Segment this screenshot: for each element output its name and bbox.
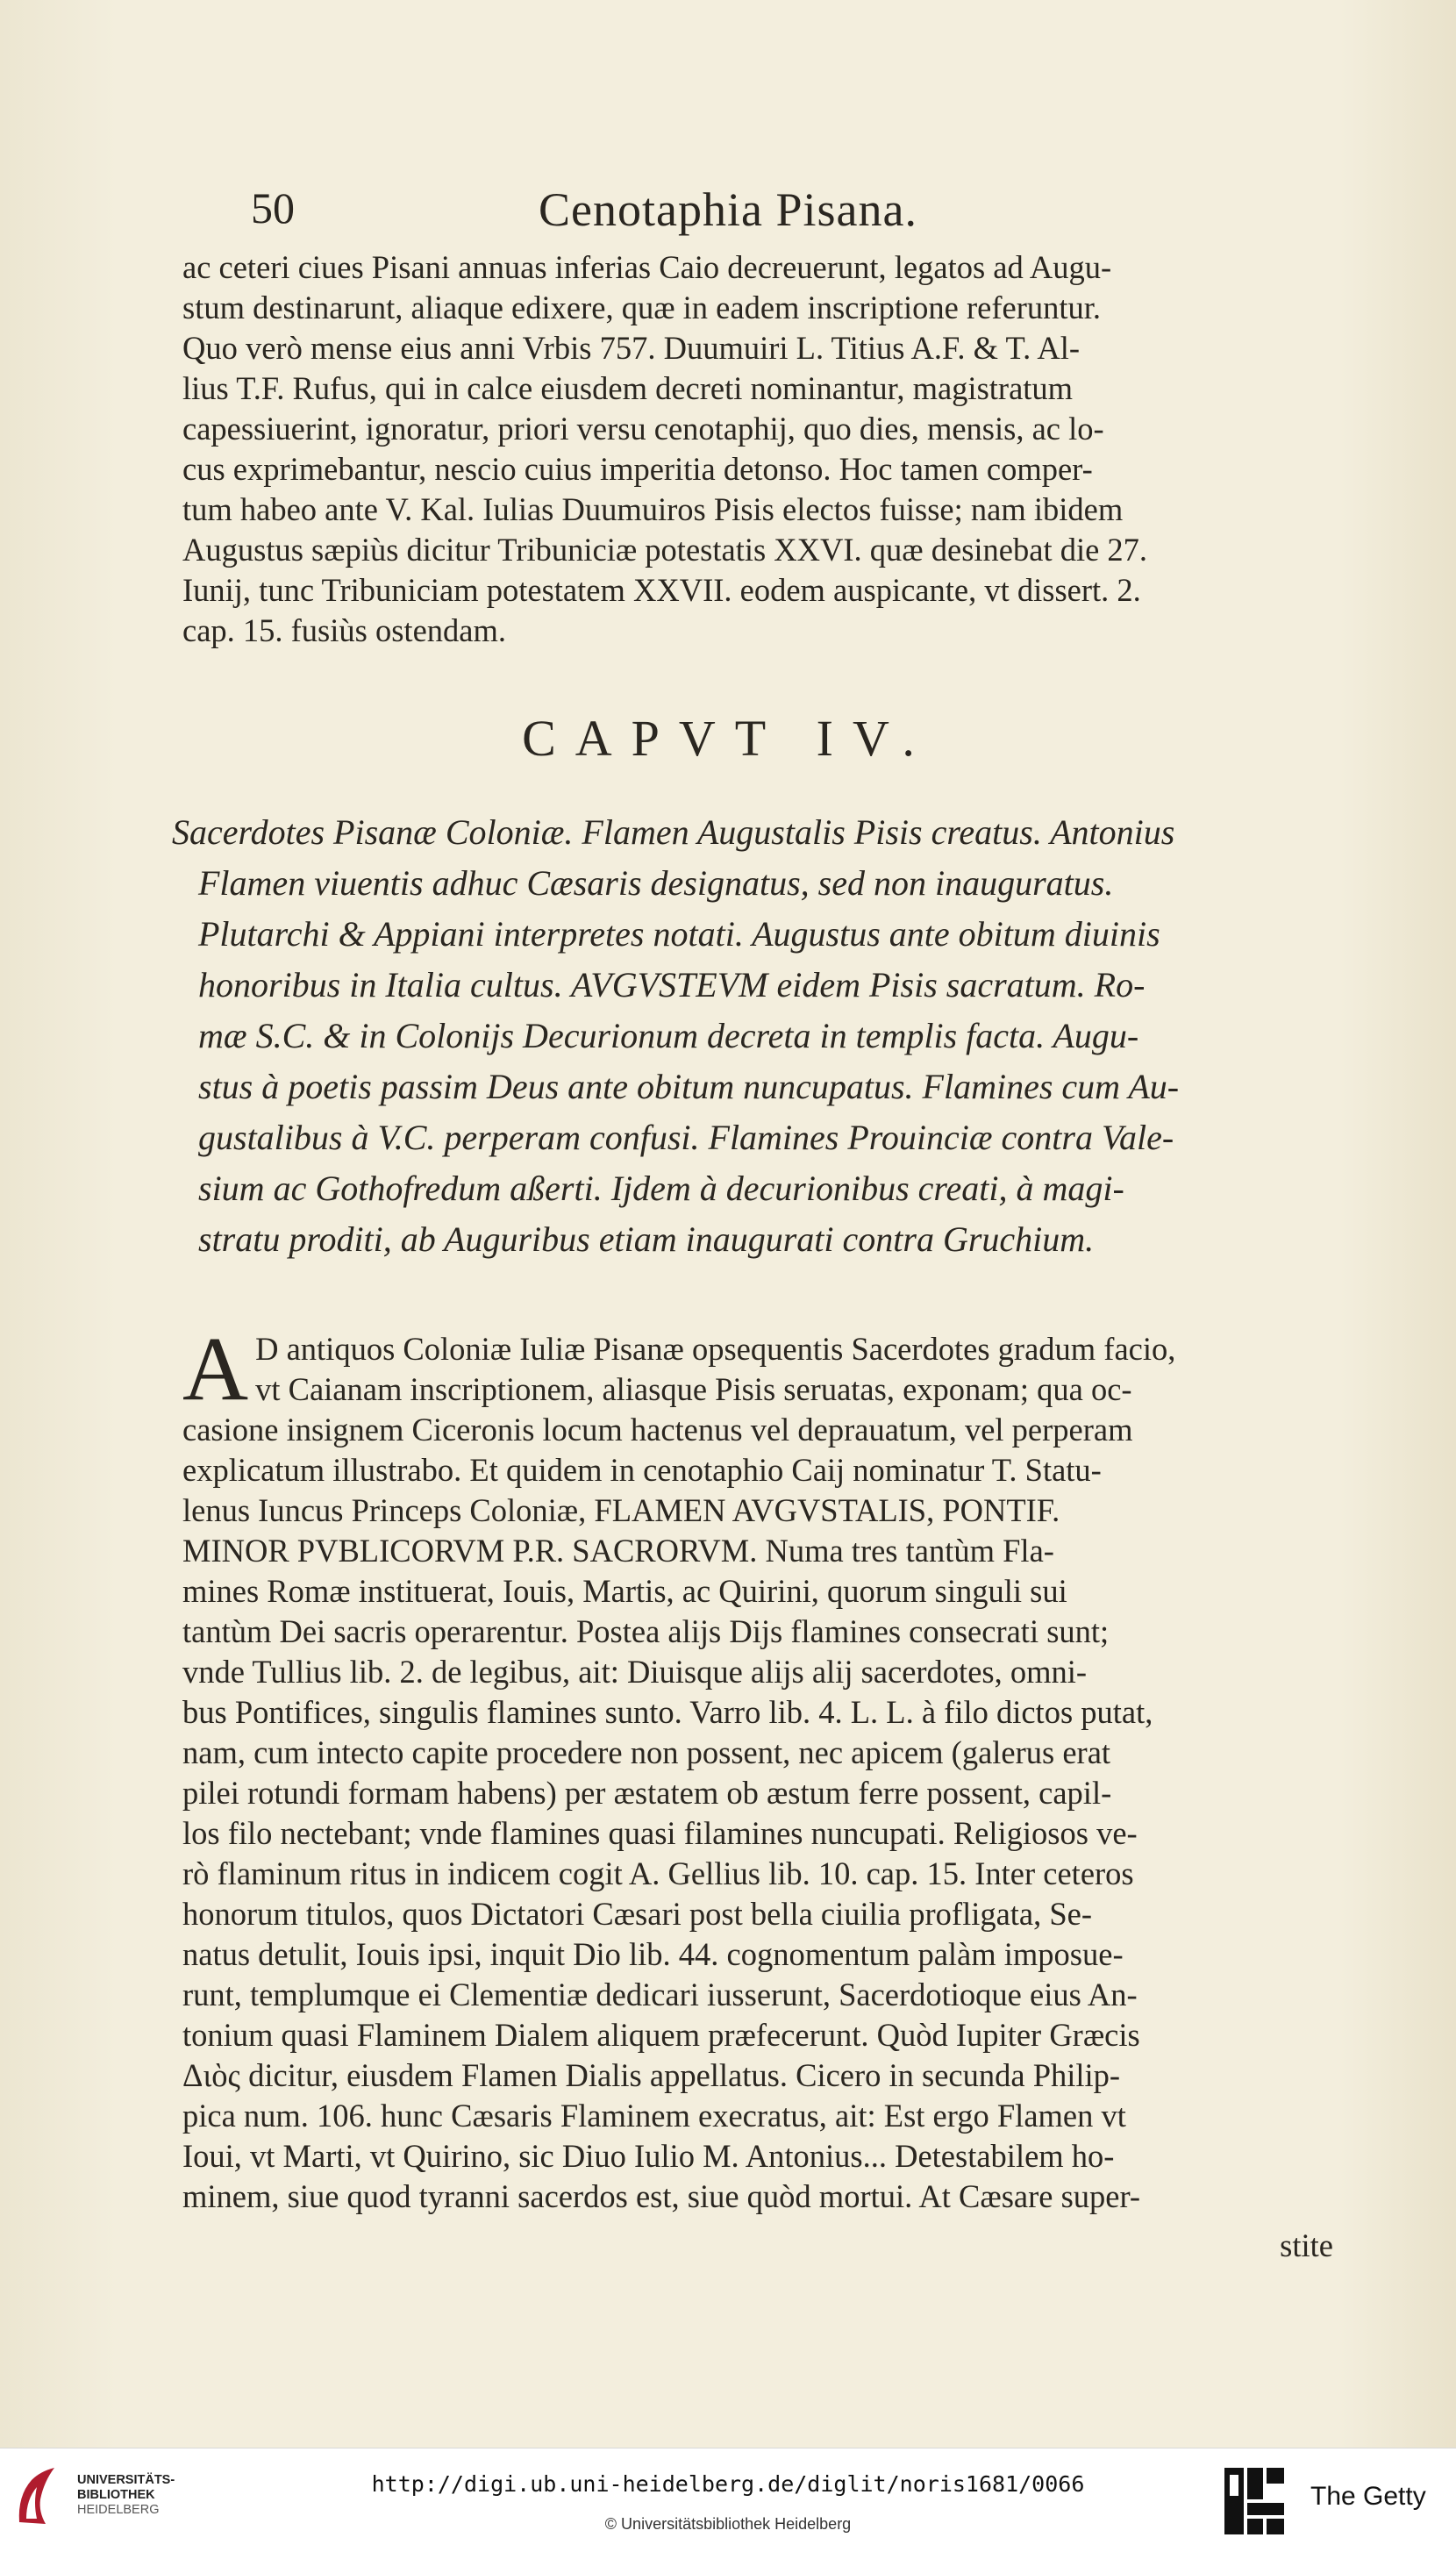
text-line: los filo nectebant; vnde flamines quasi filamines nuncupati. Religiosos ve-	[182, 1815, 1138, 1851]
chapter-heading: CAPVT IV.	[522, 710, 934, 767]
getty-logo-icon	[1223, 2466, 1286, 2536]
text-line: Quo verò mense eius anni Vrbis 757. Duumuiri L. Titius A.F. & T. Al-	[182, 330, 1080, 366]
text-line: nam, cum intecto capite procedere non possent, nec apicem (galerus erat	[182, 1734, 1111, 1770]
text-line: vt Caianam inscriptionem, aliasque Pisis seruatas, exponam; qua oc-	[255, 1371, 1132, 1407]
summary-line: mæ S.C. & in Colonijs Decurionum decreta in templis facta. Augu-	[198, 1016, 1139, 1055]
text-line: stum destinarunt, aliaque edixere, quæ in eadem inscriptione referuntur.	[182, 290, 1102, 325]
drop-cap: A	[182, 1319, 249, 1419]
chapter-summary	[172, 807, 1386, 1265]
permalink-url[interactable]: http://digi.ub.uni-heidelberg.de/diglit/noris1681/0066	[371, 2471, 1085, 2497]
text-line: runt, templumque ei Clementiæ dedicari iusserunt, Sacerdotioque eius An-	[182, 1977, 1138, 2012]
page-number: 50	[251, 183, 295, 232]
text-line: Ioui, vt Marti, vt Quirino, sic Diuo Iulio M. Antonius... Detestabilem ho-	[182, 2138, 1115, 2174]
text-line: Διὸς dicitur, eiusdem Flamen Dialis appellatus. Cicero in secunda Philip-	[182, 2057, 1121, 2093]
text-line: vnde Tullius lib. 2. de legibus, ait: Diuisque alijs alij sacerdotes, omni-	[182, 1654, 1088, 1690]
summary-line: sium ac Gothofredum aßerti. Ijdem à decurionibus creati, à magi-	[198, 1169, 1124, 1208]
text-line: tantùm Dei sacris operarentur. Postea alijs Dijs flamines consecrati sunt;	[182, 1613, 1110, 1649]
summary-line: Sacerdotes Pisanæ Coloniæ. Flamen Augustalis Pisis creatus. Antonius	[172, 812, 1175, 852]
text-line: capessiuerint, ignoratur, priori versu cenotaphij, quo dies, mensis, ac lo-	[182, 411, 1104, 447]
library-name-line: UNIVERSITÄTS-	[77, 2473, 175, 2487]
copyright-notice: © Universitätsbibliothek Heidelberg	[604, 2515, 852, 2533]
text-line: tum habeo ante V. Kal. Iulias Duumuiros Pisis electos fuisse; nam ibidem	[182, 491, 1124, 527]
paragraph-1	[182, 247, 1386, 651]
viewer-footer	[0, 2448, 1456, 2552]
text-line: ac ceteri ciues Pisani annuas inferias Caio decreuerunt, legatos ad Augu-	[182, 249, 1112, 285]
summary-line: gustalibus à V.C. perperam confusi. Flamines Prouinciæ contra Vale-	[198, 1118, 1174, 1157]
text-line: D antiquos Coloniæ Iuliæ Pisanæ opsequentis Sacerdotes gradum facio,	[255, 1331, 1176, 1367]
text-line: lenus Iuncus Princeps Coloniæ, FLAMEN AVGVSTALIS, PONTIF.	[182, 1492, 1060, 1528]
summary-line: Flamen viuentis adhuc Cæsaris designatus, sed non inauguratus.	[198, 863, 1114, 903]
text-line: explicatum illustrabo. Et quidem in cenotaphio Caij nominatur T. Statu-	[182, 1452, 1102, 1488]
text-line: cus exprimebantur, nescio cuius imperitia detonso. Hoc tamen comper-	[182, 451, 1093, 487]
text-line: Iunij, tunc Tribuniciam potestatem XXVII. eodem auspicante, vt dissert. 2.	[182, 572, 1141, 608]
library-name-line: HEIDELBERG	[77, 2503, 160, 2517]
text-line: MINOR PVBLICORVM P.R. SACRORVM. Numa tres tantùm Fla-	[182, 1533, 1054, 1569]
summary-line: stus à poetis passim Deus ante obitum nuncupatus. Flamines cum Au-	[198, 1067, 1180, 1106]
text-line: rò flaminum ritus in indicem cogit A. Gellius lib. 10. cap. 15. Inter ceteros	[182, 1855, 1134, 1891]
text-line: casione insignem Ciceronis locum hactenus vel deprauatum, vel perperam	[182, 1412, 1133, 1448]
text-line: honorum titulos, quos Dictatori Cæsari post bella ciuilia profligata, Se-	[182, 1896, 1093, 1932]
summary-line: stratu proditi, ab Auguribus etiam inaugurati contra Gruchium.	[198, 1219, 1095, 1259]
text-line: pica num. 106. hunc Cæsaris Flaminem execratus, ait: Est ergo Flamen vt	[182, 2098, 1126, 2134]
library-name-line: BIBLIOTHEK	[77, 2488, 155, 2502]
text-line: bus Pontifices, singulis flamines sunto. Varro lib. 4. L. L. à filo dictos putat,	[182, 1694, 1153, 1730]
running-title: Cenotaphia Pisana.	[539, 183, 917, 236]
text-line: natus detulit, Iouis ipsi, inquit Dio lib. 44. cognomentum palàm imposue-	[182, 1936, 1124, 1972]
paragraph-2	[182, 1319, 1386, 2217]
summary-line: Plutarchi & Appiani interpretes notati. Augustus ante obitum diuinis	[198, 914, 1160, 954]
page-header	[0, 182, 1456, 235]
summary-line: honoribus in Italia cultus. AVGVSTEVM eidem Pisis sacratum. Ro-	[198, 965, 1146, 1004]
text-line: lius T.F. Rufus, qui in calce eiusdem decreti nominantur, magistratum	[182, 370, 1074, 406]
text-line: pilei rotundi formam habens) per æstatem ob æstum ferre possent, capil-	[182, 1775, 1112, 1811]
partner-name: The Getty	[1310, 2482, 1426, 2511]
text-line: minem, siue quod tyranni sacerdos est, siue quòd mortui. At Cæsare super-	[182, 2178, 1141, 2214]
catchword: stite	[1280, 2227, 1333, 2263]
text-line: tonium quasi Flaminem Dialem aliquem præfecerunt. Quòd Iupiter Græcis	[182, 2017, 1140, 2053]
text-line: Augustus sæpiùs dicitur Tribuniciæ potestatis XXVI. quæ desinebat die 27.	[182, 532, 1148, 568]
text-line: cap. 15. fusiùs ostendam.	[182, 612, 506, 648]
text-line: mines Romæ instituerat, Iouis, Martis, ac Quirini, quorum singuli sui	[182, 1573, 1067, 1609]
